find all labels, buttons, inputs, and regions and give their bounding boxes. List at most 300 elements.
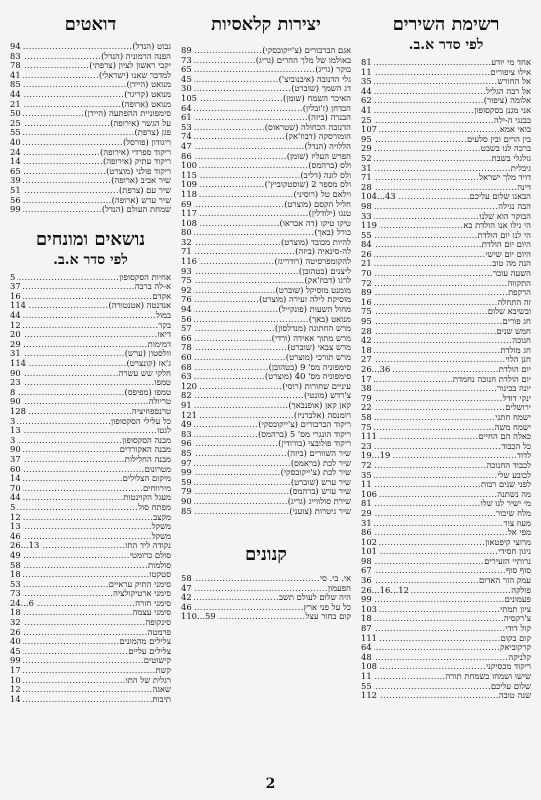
item-title: מרש החתונה (מנדלסון) <box>274 323 351 334</box>
item-title: ריקוד עתיק (אירופה) <box>102 156 171 167</box>
topics-list <box>10 273 171 705</box>
page-ref: 28 <box>361 181 372 192</box>
leader-dots <box>374 154 492 164</box>
leader-dots <box>23 90 125 100</box>
page-ref: 81 <box>361 57 372 67</box>
item-title: נקודה ליד התו <box>125 540 171 551</box>
item-title: כל הכבוד <box>501 440 531 451</box>
leader-dots <box>374 298 498 308</box>
item-title: מרש צבאי (שוברט) <box>287 342 351 353</box>
leader-dots <box>374 144 481 154</box>
page-ref: 17 <box>361 373 372 384</box>
leader-dots <box>379 691 499 701</box>
item-title: סימפוניית ההפתעה (היידן) <box>84 108 171 119</box>
page-ref: 94 <box>10 41 21 51</box>
page-ref: 35 <box>361 76 372 87</box>
page-ref: 74 <box>181 131 192 142</box>
leader-dots <box>23 119 111 129</box>
item-title: יקבי ראשון לציון (צרפתי) <box>89 60 171 71</box>
item-title: מבנה הסקסופון <box>122 434 171 445</box>
leader-dots <box>23 330 158 340</box>
list-item <box>10 369 171 379</box>
item-title: היום יום הולדת <box>481 239 531 250</box>
classical-title: יצירות קלאסיות <box>211 14 321 35</box>
page-ref: 57 <box>181 323 192 334</box>
page-ref: 33 <box>361 210 372 221</box>
classical-column <box>181 14 351 784</box>
page-ref: 44 <box>10 88 21 99</box>
list-item <box>10 618 171 628</box>
leader-dots <box>199 382 282 392</box>
page-ref: 75 <box>361 421 372 432</box>
item-title: זה התחלה <box>497 296 531 307</box>
page-ref: 55 <box>361 680 372 691</box>
item-title: הי גילו אנו הולדת בא <box>463 220 531 231</box>
leader-dots <box>194 459 291 469</box>
leader-dots <box>374 509 496 519</box>
item-title: מנואט (באך) <box>308 313 351 324</box>
leader-dots <box>199 257 274 267</box>
page-ref: 110...59 <box>181 611 216 622</box>
page-ref: 114 <box>10 358 26 369</box>
item-title: ולס (ברהמס) <box>308 160 351 171</box>
list-item <box>10 503 171 513</box>
item-title: ישמח משה <box>494 421 531 432</box>
item-title: בבנגי ה-ילה <box>494 114 531 125</box>
leader-dots <box>374 116 494 126</box>
page-ref: 14 <box>10 156 21 167</box>
item-title: למדבר שאנו (ישראלי) <box>98 69 171 80</box>
item-title: סימפוניה מס' 9 (בטהובן) <box>268 361 351 372</box>
item-title: הנה מה טוב <box>492 258 531 269</box>
item-title: סטקטו <box>149 569 171 580</box>
leader-dots <box>23 397 149 407</box>
leader-dots <box>194 123 265 133</box>
page-ref: 120 <box>181 380 197 391</box>
leader-dots <box>194 401 289 411</box>
item-title: הללויה (הנדל) <box>304 140 351 151</box>
item-title: חנוכה <box>512 335 531 346</box>
item-title: לכובע שלי <box>497 469 531 480</box>
item-title: נרותיי הזעירים <box>484 555 531 566</box>
item-title: ינקי דודל <box>502 392 531 403</box>
page-ref: 72 <box>361 277 372 288</box>
list-item <box>10 311 171 321</box>
page-ref: 39 <box>10 175 21 186</box>
list-item <box>361 154 531 164</box>
item-title: שיר לכת (בראמס) <box>290 457 351 468</box>
songs-column <box>361 14 531 784</box>
leader-dots <box>23 349 125 359</box>
page-ref: 67 <box>361 565 372 576</box>
leader-dots <box>374 442 502 452</box>
page-ref: 58 <box>361 411 372 422</box>
item-title: קום בקום <box>500 632 531 643</box>
leader-dots <box>374 519 504 529</box>
item-title: רגלית של התו <box>125 674 171 685</box>
canons-list <box>181 574 351 622</box>
leader-dots <box>374 423 495 433</box>
page-ref: 100 <box>181 160 197 171</box>
leader-dots <box>23 589 113 599</box>
page-ref: 53 <box>10 578 21 589</box>
leader-dots <box>374 269 493 279</box>
leader-dots <box>23 551 130 561</box>
page-ref: 31 <box>361 517 372 528</box>
item-title: ציון תמתי <box>500 603 531 614</box>
page-ref: 59 <box>181 476 192 487</box>
page-ref: 72 <box>361 459 372 470</box>
item-title: טנגו (ילודלין) <box>308 208 351 219</box>
leader-dots <box>374 403 506 413</box>
page-ref: 21 <box>10 98 21 109</box>
item-title: עמק הזר האדום <box>478 575 531 586</box>
page-ref: 32 <box>181 236 192 247</box>
item-title: מנואט (ארופה) <box>121 98 171 109</box>
page-ref: 94 <box>181 304 192 315</box>
page-ref: 70 <box>10 482 21 493</box>
item-title: מרוצי קיפטאון <box>485 536 531 547</box>
item-title: סינקופה <box>145 617 171 628</box>
item-title: שיר לכת (צ'ייקובסקי) <box>280 467 351 478</box>
page-ref: 99 <box>181 467 192 478</box>
page-ref: 11 <box>361 479 372 490</box>
page-ref: 13 <box>10 521 21 532</box>
item-title: סולם כרומטי <box>129 549 171 560</box>
page-ref: 112 <box>361 690 377 701</box>
page-ref: 5 <box>10 271 16 282</box>
leader-dots <box>374 461 487 471</box>
item-title: גלי הדנובה (איבנוביצ') <box>278 73 351 84</box>
page-ref: 109 <box>181 179 197 190</box>
leader-dots <box>17 388 124 398</box>
page-ref: 41 <box>361 104 372 115</box>
page-ref: 44 <box>10 310 21 321</box>
item-title: אגם הברבורים (צ'ייקובסקי) <box>262 45 351 55</box>
page-ref: 83 <box>181 428 192 439</box>
leader-dots <box>194 305 279 315</box>
list-item <box>181 507 351 517</box>
item-title: וילאם טל (רוסיני) <box>293 188 351 199</box>
item-title: שאגה <box>152 684 171 695</box>
page-ref: 101 <box>361 546 377 557</box>
item-title: כל עלילי הסקסופון <box>111 415 171 426</box>
leader-dots <box>23 157 103 167</box>
leader-dots <box>374 279 508 289</box>
item-title: מחול השעות (פונקייל) <box>278 304 351 315</box>
leader-dots <box>374 135 467 145</box>
item-title: כורל (באך) <box>314 227 351 238</box>
duets-title: דואטים <box>64 14 117 35</box>
item-title: גיבלית <box>510 162 531 173</box>
item-title: מפי אל <box>507 527 531 538</box>
item-title: מפתח סול <box>138 501 171 512</box>
leader-dots <box>23 205 102 215</box>
item-title: ג'אז (קונצרט) <box>126 358 171 369</box>
page-ref: 91 <box>181 399 192 410</box>
item-title: הפעמון <box>327 582 351 593</box>
item-title: יום הולדת <box>498 364 531 374</box>
page-ref: 83 <box>10 50 21 61</box>
item-title: סימפוניה מס' 40 (מוצרט) <box>264 371 351 382</box>
leader-dots <box>374 413 496 423</box>
leader-dots <box>374 173 479 183</box>
leader-dots <box>23 493 124 503</box>
item-title: על הגשר (אירופה) <box>110 117 171 128</box>
list-item <box>361 519 531 529</box>
item-title: שיר עם (צרפת) <box>118 184 171 195</box>
page-ref: 26...16...12 <box>361 584 409 595</box>
item-title: בואי אמא <box>499 124 531 135</box>
page-ref: 119 <box>361 220 377 231</box>
item-title: מי ישיר לנו שלו <box>480 498 531 509</box>
item-title: טמפו <box>154 377 171 388</box>
item-title: אנדנטה (אטנטורה) <box>108 300 171 311</box>
page-ref: 63 <box>181 371 192 382</box>
item-title: קישוטים <box>143 655 171 666</box>
item-title: הפרש העליז (שומן) <box>286 150 351 161</box>
item-title: כל על פני ארץ <box>303 601 351 612</box>
item-title: קרקוביאק <box>500 642 531 653</box>
item-title: ריקוד הברבורים (צ'ייקובסקי) <box>258 419 351 430</box>
item-title: שיר השוורים (ביזה) <box>286 447 351 458</box>
item-title: מבנה החלילות <box>124 453 171 464</box>
leader-dots <box>23 522 152 532</box>
leader-dots <box>194 75 279 85</box>
leader-dots <box>36 599 135 609</box>
item-title: לה-סינאיה (ביזה) <box>295 246 351 257</box>
page-ref: 23 <box>361 440 372 451</box>
leader-dots <box>194 84 292 94</box>
item-title: פעמונים <box>504 594 531 605</box>
page-ref: 96 <box>181 438 192 449</box>
item-title: שיר אביב (ארופה) <box>111 175 171 186</box>
page-ref: 106 <box>361 488 377 499</box>
page-ref: 90 <box>10 444 21 455</box>
item-title: ריקוד פולובצי (בורודין) <box>278 438 351 449</box>
page-ref: 20 <box>10 329 21 340</box>
item-title: אני מגנן בסקסופון <box>474 104 531 115</box>
item-title: מעוז צור <box>503 517 531 528</box>
item-title: הבנרה (ביזה) <box>307 112 351 123</box>
leader-dots <box>379 221 463 231</box>
item-title: אילו ציפורים <box>490 66 531 77</box>
page-ref: 51 <box>10 184 21 195</box>
page-ref: 84 <box>361 239 372 250</box>
page-ref: 56 <box>181 313 192 324</box>
leader-dots <box>23 80 127 90</box>
list-item <box>361 279 531 289</box>
item-title: שיר ערש (ארופה) <box>111 194 171 205</box>
page-ref: 24 <box>10 146 21 157</box>
page-ref: 37 <box>10 281 21 292</box>
page-ref: 89 <box>181 45 192 55</box>
leader-dots <box>194 152 287 162</box>
leader-dots <box>23 311 156 321</box>
leader-dots <box>23 148 100 158</box>
page-ref: 121 <box>181 409 197 420</box>
page-ref: 47 <box>181 582 192 593</box>
leader-dots <box>374 240 482 250</box>
list-item <box>10 695 171 705</box>
item-title: שיר ערש (ברהמס) <box>289 486 351 497</box>
page-ref: 52 <box>361 152 372 163</box>
page-ref: 12 <box>10 511 21 522</box>
leader-dots <box>17 436 122 446</box>
leader-dots <box>199 190 294 200</box>
page-ref: 70 <box>361 268 372 279</box>
page-ref: 37 <box>10 453 21 464</box>
leader-dots <box>199 219 280 229</box>
leader-dots <box>23 369 119 379</box>
page-ref: 3 <box>10 434 16 445</box>
page-ref: 44 <box>361 85 372 96</box>
item-title: פולקה <box>511 584 531 595</box>
leader-dots <box>23 513 153 523</box>
leader-dots <box>194 449 287 459</box>
item-title: שישו ושמחו בשמחת תורה <box>445 671 531 681</box>
page-ref: 30 <box>181 83 192 94</box>
page-ref: 25 <box>361 114 372 125</box>
item-title: התקווה <box>507 277 531 288</box>
item-title: אחד מי יודע <box>491 57 531 67</box>
list-item <box>10 417 171 427</box>
page-ref: 107 <box>361 124 377 135</box>
list-item <box>10 561 171 571</box>
list-item <box>10 656 171 666</box>
page-ref: 60 <box>181 352 192 362</box>
page-ref: 64 <box>181 102 192 113</box>
page-ref: 58 <box>181 573 192 584</box>
item-title: גולגלי בשבת <box>491 152 531 163</box>
item-title: הבוקר הוא שלנו <box>479 210 531 221</box>
item-title: תיבות <box>152 693 171 704</box>
leader-dots <box>374 87 486 97</box>
leader-dots <box>23 618 146 628</box>
leader-dots <box>199 161 308 171</box>
page-ref: 16 <box>361 296 372 307</box>
leader-dots <box>194 363 269 373</box>
list-item <box>10 522 171 532</box>
page-ref: 18 <box>361 344 372 355</box>
page-ref: 23 <box>10 377 21 388</box>
item-title: ריקוד מכסיקני <box>485 661 531 672</box>
item-title: מרש מתוך אאידה (ורדי) <box>271 332 351 343</box>
leader-dots <box>194 132 286 142</box>
leader-dots <box>374 68 491 78</box>
leader-dots <box>374 346 501 356</box>
page-ref: 32 <box>10 617 21 628</box>
page-ref: 26...36 <box>361 364 391 374</box>
page-ref: 38 <box>361 383 372 394</box>
list-item <box>10 282 171 292</box>
leader-dots <box>374 106 475 116</box>
page-ref: 18 <box>10 607 21 618</box>
page-ref: 26 <box>361 248 372 259</box>
item-title: במול <box>155 310 171 321</box>
item-title: שיר ערש (שוברט) <box>290 476 351 487</box>
leader-dots <box>379 432 478 442</box>
leader-dots <box>23 196 112 206</box>
item-title: הרקפת <box>508 287 531 298</box>
list-item <box>361 173 531 183</box>
item-title: קום בחור עצל <box>305 611 351 622</box>
page-ref: 13 <box>10 425 21 436</box>
item-title: צ'רדש (מונטי) <box>303 390 351 401</box>
item-title: סימני חזרה <box>135 597 171 608</box>
leader-dots <box>194 46 263 56</box>
item-title: טיקו טיקו (דה אבראו) <box>279 217 351 228</box>
leader-dots <box>379 547 498 557</box>
page-ref: 40 <box>10 136 21 147</box>
songs-title: רשימת השירים <box>392 14 500 35</box>
leader-dots <box>23 676 126 686</box>
item-title: ולס מספר 2 (שוסטקוביץ') <box>264 179 351 190</box>
leader-dots <box>23 109 85 119</box>
leader-dots <box>374 250 486 260</box>
page-ref: 80 <box>181 227 192 238</box>
leader-dots <box>374 355 506 365</box>
item-title: ריקוד ספרדי (אירופה) <box>100 146 171 157</box>
item-title: אל החורש <box>497 76 531 87</box>
page-ref: 116 <box>181 256 197 267</box>
leader-dots <box>194 507 290 517</box>
page-ref: 66 <box>181 332 192 343</box>
item-title: ולס לונה (דליב) <box>300 169 351 180</box>
page-ref: 87 <box>361 623 372 634</box>
page-ref: 69 <box>181 198 192 209</box>
leader-dots <box>194 295 259 305</box>
page-ref: 27 <box>361 354 372 365</box>
item-title: לרגו (דבוז'אק) <box>304 275 351 286</box>
page-ref: 81 <box>361 498 372 509</box>
item-title: ריקוד הונגרי מס' 5 (ברהמס) <box>258 428 351 439</box>
page-ref: 49 <box>181 419 192 430</box>
item-title: אל רבה הגליל <box>486 85 531 96</box>
list-item <box>10 301 171 311</box>
page-ref: 71 <box>181 246 192 257</box>
item-title: צלילים עליים <box>128 645 171 656</box>
leader-dots <box>374 58 492 68</box>
item-title: צלילים מהמונים <box>119 636 171 647</box>
item-title: היה שלום לעולם תשב <box>278 592 351 603</box>
page-ref: 95 <box>361 133 372 144</box>
item-title: רומנסה (אלברניז) <box>293 409 351 420</box>
item-title: שירת סולווייג (גריג) <box>287 495 351 506</box>
page-ref: 128 <box>10 406 26 416</box>
leader-dots <box>23 282 135 292</box>
page-ref: 86 <box>361 527 372 538</box>
page-ref: 78 <box>181 342 192 353</box>
item-title: חג מולדת <box>500 344 531 355</box>
page-ref: 111 <box>361 431 377 442</box>
leader-dots <box>374 307 488 317</box>
list-item <box>10 388 171 398</box>
page-ref: 78 <box>10 60 21 71</box>
leader-dots <box>17 417 111 427</box>
page-ref: 68 <box>181 361 192 372</box>
item-title: דג השמך (שוברט) <box>291 83 351 94</box>
page-ref: 50 <box>10 108 21 119</box>
page-ref: 65 <box>181 64 192 75</box>
page-ref: 45 <box>10 645 21 656</box>
item-title: משקל <box>151 530 171 541</box>
leader-dots <box>23 695 153 705</box>
item-title: סימני עצמה <box>132 607 171 618</box>
leader-dots <box>374 480 481 490</box>
leader-dots <box>194 200 285 210</box>
item-title: מבנה האקורדים <box>119 444 171 455</box>
